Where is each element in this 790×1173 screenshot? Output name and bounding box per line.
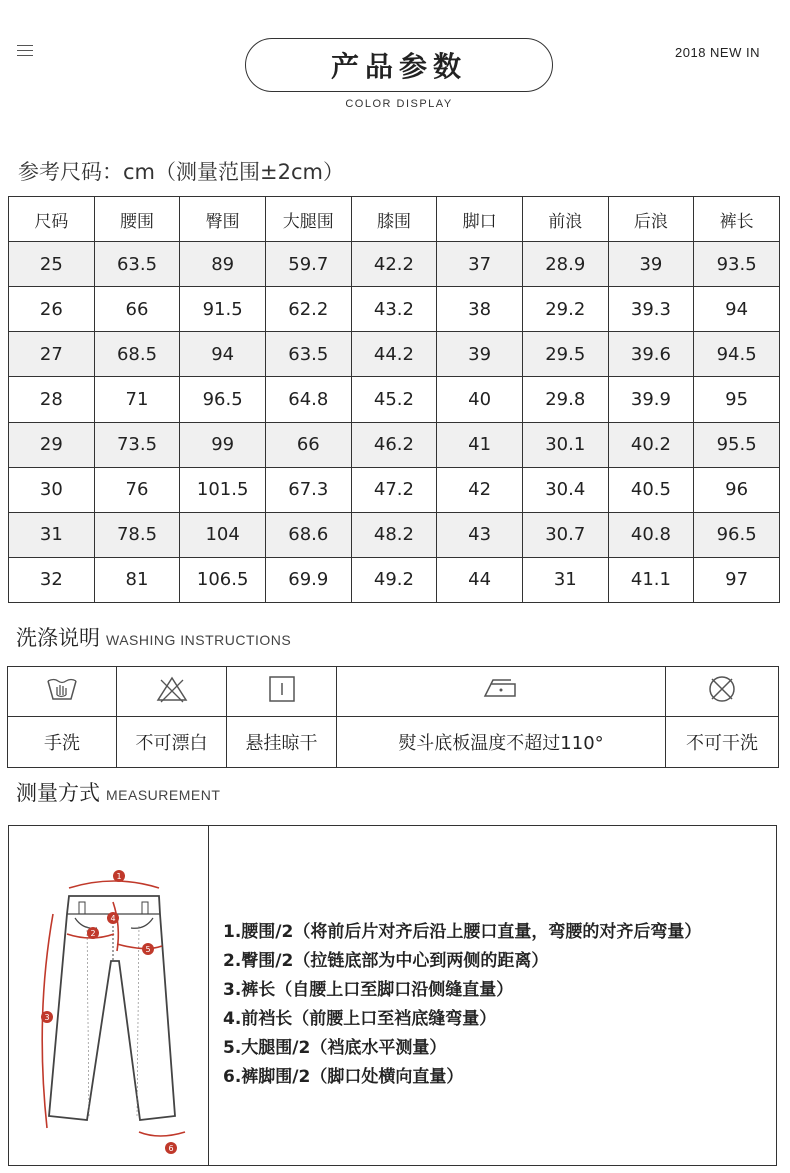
marker-label: 2: [90, 929, 96, 938]
table-cell: 27: [9, 332, 95, 377]
table-cell: 49.2: [351, 557, 437, 602]
measurement-notes: [223, 918, 701, 1092]
table-cell: 28: [9, 377, 95, 422]
table-row: [9, 512, 780, 557]
table-cell: 101.5: [180, 467, 266, 512]
table-cell: 94: [180, 332, 266, 377]
table-cell: 41.1: [608, 557, 694, 602]
new-in-tag: 2018 NEW IN: [675, 45, 760, 60]
table-cell: 30: [9, 467, 95, 512]
table-cell: 99: [180, 422, 266, 467]
column-header: 腰围: [94, 197, 180, 242]
column-header: 脚口: [437, 197, 523, 242]
marker-label: 1: [116, 872, 122, 881]
measurement-note: 5.大腿围/2（裆底水平测量）: [223, 1038, 447, 1058]
hang-dry-icon: [227, 667, 337, 717]
column-header: 尺码: [9, 197, 95, 242]
table-cell: 43.2: [351, 287, 437, 332]
table-cell: 104: [180, 512, 266, 557]
table-row: [9, 287, 780, 332]
table-cell: 41: [437, 422, 523, 467]
table-cell: 39.9: [608, 377, 694, 422]
no-dry-clean-icon: [666, 667, 779, 717]
table-cell: 63.5: [94, 242, 180, 287]
iron-icon: [337, 667, 666, 717]
table-cell: 31: [522, 557, 608, 602]
column-header: 臀围: [180, 197, 266, 242]
table-cell: 40.2: [608, 422, 694, 467]
table-cell: 40.5: [608, 467, 694, 512]
table-cell: 94.5: [694, 332, 780, 377]
table-cell: 76: [94, 467, 180, 512]
menu-icon[interactable]: [17, 45, 33, 60]
table-cell: 93.5: [694, 242, 780, 287]
washing-title-cn: 洗涤说明: [16, 626, 100, 650]
table-cell: 97: [694, 557, 780, 602]
table-cell: 39.6: [608, 332, 694, 377]
table-cell: 28.9: [522, 242, 608, 287]
table-cell: 48.2: [351, 512, 437, 557]
page-subtitle: COLOR DISPLAY: [345, 98, 453, 110]
column-header: 膝围: [351, 197, 437, 242]
table-cell: 44: [437, 557, 523, 602]
size-table: [8, 196, 780, 603]
table-cell: 39: [437, 332, 523, 377]
page-title: 产品参数: [245, 38, 553, 92]
table-cell: 95: [694, 377, 780, 422]
measurement-note: 3.裤长（自腰上口至脚口沿侧缝直量）: [223, 980, 514, 1000]
table-cell: 29: [9, 422, 95, 467]
table-cell: 38: [437, 287, 523, 332]
table-cell: 68.6: [265, 512, 351, 557]
measurement-note: 6.裤脚围/2（脚口处横向直量）: [223, 1067, 464, 1087]
wash-label: 悬挂晾干: [227, 717, 337, 768]
table-cell: 64.8: [265, 377, 351, 422]
size-table-header: [9, 197, 780, 242]
table-cell: 46.2: [351, 422, 437, 467]
table-cell: 94: [694, 287, 780, 332]
washing-title: [16, 622, 291, 652]
table-row: [9, 377, 780, 422]
table-cell: 29.8: [522, 377, 608, 422]
measurement-note: 1.腰围/2（将前后片对齐后沿上腰口直量，弯腰的对齐后弯量）: [223, 922, 702, 942]
table-cell: 68.5: [94, 332, 180, 377]
table-cell: 25: [9, 242, 95, 287]
marker-label: 5: [145, 945, 151, 954]
table-cell: 106.5: [180, 557, 266, 602]
table-cell: 30.4: [522, 467, 608, 512]
table-cell: 37: [437, 242, 523, 287]
table-cell: 71: [94, 377, 180, 422]
table-cell: 67.3: [265, 467, 351, 512]
measurement-title-cn: 测量方式: [16, 781, 100, 805]
hand-wash-icon: [8, 667, 117, 717]
table-cell: 78.5: [94, 512, 180, 557]
table-cell: 40: [437, 377, 523, 422]
wash-label: 熨斗底板温度不超过110°: [337, 717, 666, 768]
measurement-note: 4.前裆长（前腰上口至裆底缝弯量）: [223, 1009, 497, 1029]
column-header: 前浪: [522, 197, 608, 242]
wash-label: 手洗: [8, 717, 117, 768]
table-cell: 69.9: [265, 557, 351, 602]
table-cell: 96: [694, 467, 780, 512]
table-cell: 96.5: [180, 377, 266, 422]
table-cell: 42: [437, 467, 523, 512]
table-cell: 43: [437, 512, 523, 557]
table-cell: 39: [608, 242, 694, 287]
table-cell: 63.5: [265, 332, 351, 377]
table-cell: 81: [94, 557, 180, 602]
table-row: [9, 242, 780, 287]
table-cell: 62.2: [265, 287, 351, 332]
table-cell: 44.2: [351, 332, 437, 377]
table-row: [9, 332, 780, 377]
marker-label: 6: [168, 1144, 174, 1153]
measurement-panel: [8, 825, 777, 1166]
washing-title-en: WASHING INSTRUCTIONS: [106, 632, 292, 648]
table-cell: 40.8: [608, 512, 694, 557]
column-header: 裤长: [694, 197, 780, 242]
table-cell: 39.3: [608, 287, 694, 332]
table-cell: 59.7: [265, 242, 351, 287]
table-row: [9, 422, 780, 467]
wash-label: 不可干洗: [666, 717, 779, 768]
table-cell: 30.1: [522, 422, 608, 467]
table-cell: 47.2: [351, 467, 437, 512]
table-cell: 66: [265, 422, 351, 467]
table-cell: 66: [94, 287, 180, 332]
measurement-title: [16, 777, 220, 807]
table-cell: 91.5: [180, 287, 266, 332]
measurement-note: 2.臀围/2（拉链底部为中心到两侧的距离）: [223, 951, 549, 971]
panel-divider: [208, 826, 209, 1165]
table-cell: 31: [9, 512, 95, 557]
size-reference-title: 参考尺码：cm（测量范围±2cm）: [18, 160, 344, 184]
table-row: [9, 557, 780, 602]
column-header: 大腿围: [265, 197, 351, 242]
marker-label: 3: [44, 1013, 50, 1022]
table-cell: 45.2: [351, 377, 437, 422]
column-header: 后浪: [608, 197, 694, 242]
table-cell: 89: [180, 242, 266, 287]
washing-table: [7, 666, 779, 768]
table-cell: 73.5: [94, 422, 180, 467]
marker-label: 4: [110, 914, 116, 923]
table-cell: 29.2: [522, 287, 608, 332]
table-row: [9, 467, 780, 512]
measurement-title-en: MEASUREMENT: [106, 787, 221, 803]
table-cell: 96.5: [694, 512, 780, 557]
table-cell: 29.5: [522, 332, 608, 377]
table-cell: 26: [9, 287, 95, 332]
table-cell: 42.2: [351, 242, 437, 287]
wash-label: 不可漂白: [117, 717, 227, 768]
table-cell: 30.7: [522, 512, 608, 557]
table-cell: 95.5: [694, 422, 780, 467]
table-cell: 32: [9, 557, 95, 602]
pants-diagram: [27, 866, 197, 1153]
no-bleach-icon: [117, 667, 227, 717]
